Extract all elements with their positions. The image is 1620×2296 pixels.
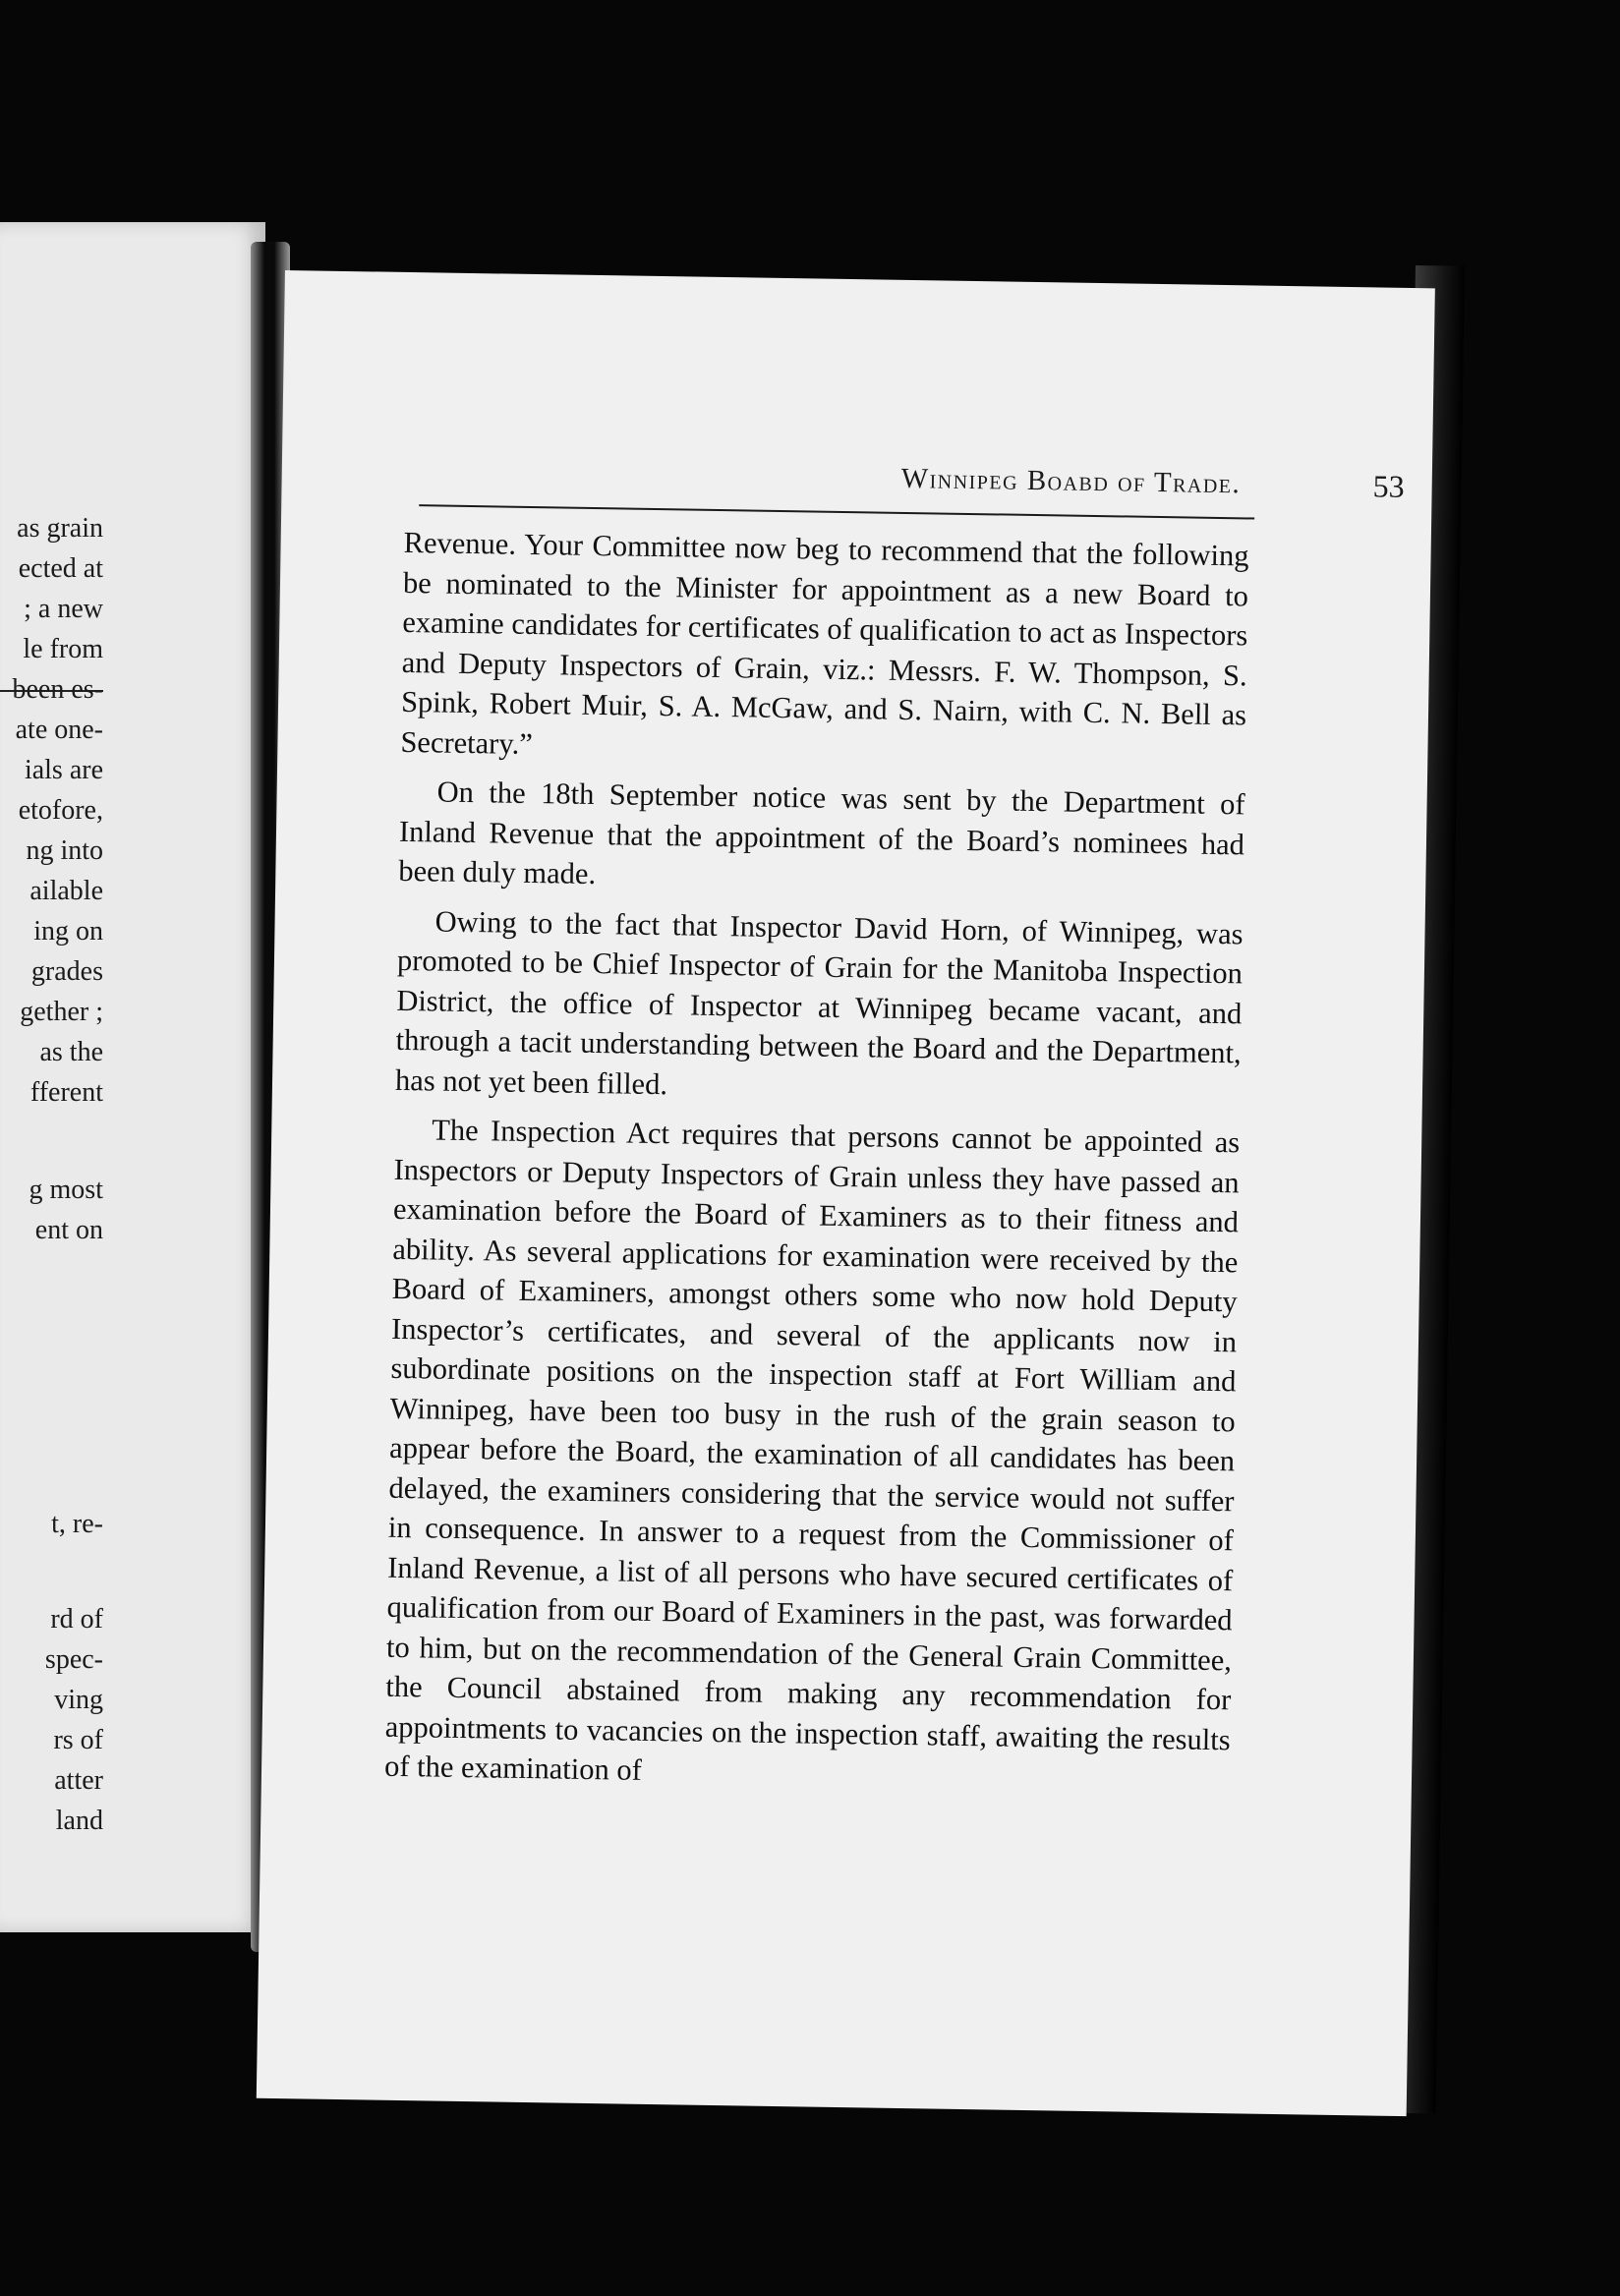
left-page-line: rd of [50,1604,103,1635]
left-page-line: ing on [33,916,103,947]
left-page-line: g most [29,1175,103,1205]
body-text [384,523,1249,1809]
left-page-line: ; a new [24,594,103,624]
left-page-line: ials are [24,755,103,785]
left-page-line: grades [30,956,103,987]
left-page-line: as the [39,1037,103,1067]
left-page-line: gether ; [20,997,103,1027]
paragraph: Owing to the fact that Inspector David Horn, of Winnipeg, was promoted to be Chief Inspector of Grain for the Manitoba Inspection District, the office of Inspector at Winnipeg became vacant, and through a tacit understanding between the Board and the Department, has not yet been filled. [394,903,1244,1101]
left-page-line: ailable [29,876,103,906]
left-page-line: land [55,1806,103,1836]
left-page-line: ng into [26,835,103,866]
left-page-line: ent on [34,1215,103,1245]
left-page-line: been es- [12,674,103,705]
paragraph: On the 18th September notice was sent by the Department of Inland Revenue that the appointment of the Board’s nominees had been duly made. [398,775,1245,891]
left-page-line: fferent [29,1077,103,1108]
left-page-line: atter [54,1765,103,1796]
running-head [419,449,1511,515]
left-page-line: le from [23,634,103,664]
paragraph: Revenue. Your Committee now beg to recommend that the following be nominated to the Minister for appointment as a new Board to examine candidates for certificates of qualification to act as Inspectors and Deputy Inspectors of Grain, viz.: Messrs. F. W. Thompson, S. Spink, Robert Muir, S. A. McGaw, and S. Nairn, with C. N. Bell as Secretary.” [400,525,1249,761]
paragraph: The Inspection Act requires that persons cannot be appointed as Inspectors or Deputy Inspectors of Grain unless they have passed an examination before the Board of Examiners as to their fitness and ability. As several applications for examination were received by the Board of Examiners, amongst others some who now hold Deputy Inspector’s certificates, and several of the applicants now in subordinate positions on the inspection staff at Fort William and Winnipeg, have been too busy in the rush of the grain season to appear before the Board, the examination of all candidates has been delayed, the examiners considering that the service would not suffer in consequence. In answer to a request from the Commissioner of Inland Revenue, a list of all persons who have secured certificates of qualification from our Board of Examiners in the past, was forwarded to him, but on the recommendation of the General Grain Committee, the Council abstained from making any recommendation for appointments to vacancies on the inspection staff, awaiting the results of the examination of [383,1113,1241,1787]
page-number: 53 [1372,468,1405,504]
left-page-line: ate one- [15,715,103,745]
running-head-title: Winnipeg Boabd of Trade. [900,462,1242,500]
right-page [257,270,1435,2116]
left-page-line: ving [54,1685,103,1715]
left-page-line: rs of [53,1725,103,1755]
left-page-line: ected at [18,553,103,584]
left-page-line: etofore, [18,795,103,826]
left-page-line: as grain [17,513,103,544]
left-page-line: t, re- [51,1509,103,1539]
left-page-line: spec- [44,1644,103,1675]
